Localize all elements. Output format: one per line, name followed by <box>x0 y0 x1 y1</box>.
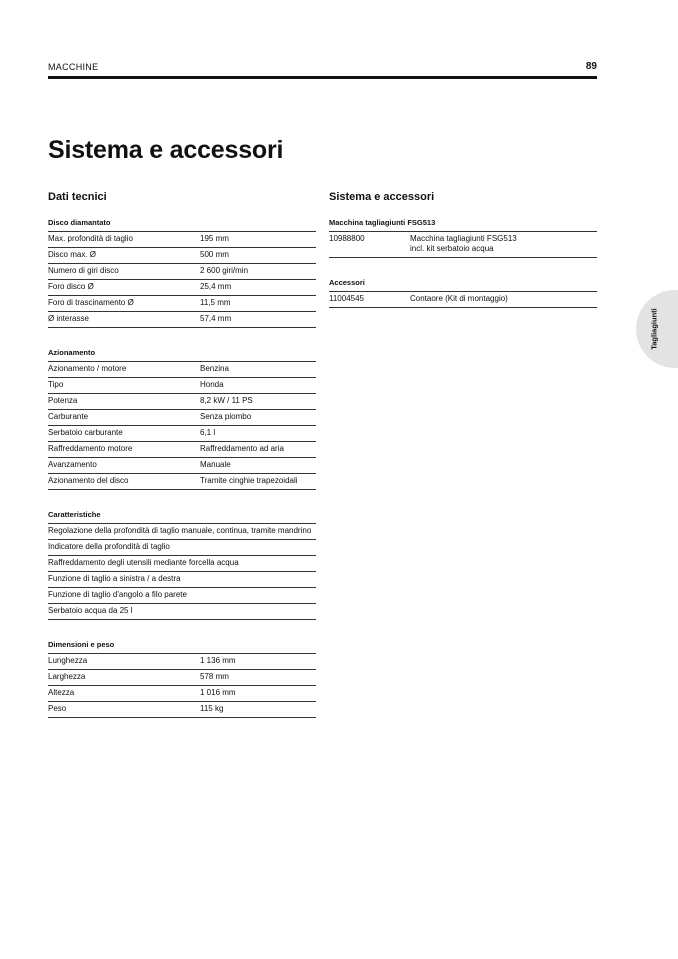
spec-label: Raffreddamento motore <box>48 444 133 453</box>
spec-label: Carburante <box>48 412 89 421</box>
spec-value: Manuale <box>200 460 231 469</box>
group-spacer <box>48 490 316 508</box>
spec-label: Larghezza <box>48 672 86 681</box>
spec-row <box>48 556 316 572</box>
spec-row <box>48 588 316 604</box>
group-title: Macchina tagliagiunti FSG513 <box>329 216 597 232</box>
spec-label: Max. profondità di taglio <box>48 234 133 243</box>
spec-row <box>48 686 316 702</box>
group-title: Caratteristiche <box>48 508 316 524</box>
group-title: Disco diamantato <box>48 216 316 232</box>
group-title: Accessori <box>329 276 597 292</box>
accessories-column <box>329 190 597 308</box>
accessory-row <box>329 232 597 258</box>
spec-value: Benzina <box>200 364 229 373</box>
spec-row <box>48 654 316 670</box>
spec-label: Peso <box>48 704 67 713</box>
spec-label: Regolazione della profondità di taglio manuale, continua, tramite mandrino <box>48 526 312 535</box>
spec-value: 11,5 mm <box>200 298 231 307</box>
spec-label: Altezza <box>48 688 75 697</box>
article-description <box>410 292 597 307</box>
spec-value: 195 mm <box>200 234 229 243</box>
technical-data-groups <box>48 216 316 718</box>
spec-label: Foro di trascinamento Ø <box>48 298 134 307</box>
spec-row <box>48 296 316 312</box>
spec-row <box>48 604 316 620</box>
spec-label: Tipo <box>48 380 64 389</box>
spec-label: Funzione di taglio d'angolo a filo parete <box>48 590 187 599</box>
spec-value: Senza piombo <box>200 412 252 421</box>
spec-value: 1 136 mm <box>200 656 236 665</box>
spec-label: Azionamento del disco <box>48 476 129 485</box>
spec-row <box>48 410 316 426</box>
spec-label: Potenza <box>48 396 78 405</box>
spec-value: 115 kg <box>200 704 224 713</box>
page-number: 89 <box>585 61 597 72</box>
spec-row <box>48 702 316 718</box>
spec-value: 25,4 mm <box>200 282 232 291</box>
spec-label: Foro disco Ø <box>48 282 94 291</box>
spec-row <box>48 670 316 686</box>
spec-value: 6,1 l <box>200 428 216 437</box>
accessories-heading: Sistema e accessori <box>329 191 435 203</box>
spec-row <box>48 524 316 540</box>
side-tab[interactable] <box>636 290 678 368</box>
spec-row <box>48 378 316 394</box>
spec-row <box>48 232 316 248</box>
spec-value: 57,4 mm <box>200 314 232 323</box>
spec-label: Raffreddamento degli utensili mediante forcella acqua <box>48 558 239 567</box>
spec-label: Serbatoio acqua da 25 l <box>48 606 133 615</box>
spec-row <box>48 442 316 458</box>
accessory-row <box>329 292 597 308</box>
group-title: Azionamento <box>48 346 316 362</box>
header-rule <box>48 76 597 79</box>
spec-value: 578 mm <box>200 672 229 681</box>
group-spacer <box>48 328 316 346</box>
spec-value: Raffreddamento ad aria <box>200 444 284 453</box>
page-title: Sistema e accessori <box>48 136 284 164</box>
technical-data-column <box>48 190 316 718</box>
spec-row <box>48 248 316 264</box>
technical-data-heading: Dati tecnici <box>48 191 107 203</box>
spec-value: 8,2 kW / 11 PS <box>200 396 253 405</box>
article-number: 11004545 <box>329 294 364 303</box>
article-description <box>410 232 597 257</box>
group-spacer <box>329 258 597 276</box>
accessories-groups <box>329 216 597 308</box>
spec-row <box>48 362 316 378</box>
spec-row <box>48 540 316 556</box>
spec-value: Honda <box>200 380 224 389</box>
spec-row <box>48 474 316 490</box>
spec-label: Disco max. Ø <box>48 250 97 259</box>
spec-label: Ø interasse <box>48 314 89 323</box>
group-title: Dimensioni e peso <box>48 638 316 654</box>
spec-label: Azionamento / motore <box>48 364 127 373</box>
spec-value: 2 600 giri/min <box>200 266 249 275</box>
description-line: Macchina tagliagiunti FSG513 <box>410 234 517 243</box>
spec-value: Tramite cinghie trapezoidali <box>200 476 298 485</box>
spec-value: 500 mm <box>200 250 229 259</box>
spec-row <box>48 394 316 410</box>
description-line: incl. kit serbatoio acqua <box>410 244 494 253</box>
side-tab-label: Tagliagiunti <box>649 308 659 350</box>
section-name: MACCHINE <box>48 62 99 72</box>
group-spacer <box>48 620 316 638</box>
page-header <box>48 62 597 80</box>
spec-label: Funzione di taglio a sinistra / a destra <box>48 574 181 583</box>
spec-row <box>48 458 316 474</box>
spec-label: Avanzamento <box>48 460 97 469</box>
spec-value: 1 016 mm <box>200 688 236 697</box>
spec-row <box>48 312 316 328</box>
spec-label: Indicatore della profondità di taglio <box>48 542 170 551</box>
description-line: Contaore (Kit di montaggio) <box>410 294 508 303</box>
article-number: 10988800 <box>329 234 365 243</box>
spec-row <box>48 264 316 280</box>
spec-row <box>48 572 316 588</box>
spec-row <box>48 280 316 296</box>
spec-label: Serbatoio carburante <box>48 428 123 437</box>
spec-label: Numero di giri disco <box>48 266 119 275</box>
spec-label: Lunghezza <box>48 656 88 665</box>
spec-row <box>48 426 316 442</box>
